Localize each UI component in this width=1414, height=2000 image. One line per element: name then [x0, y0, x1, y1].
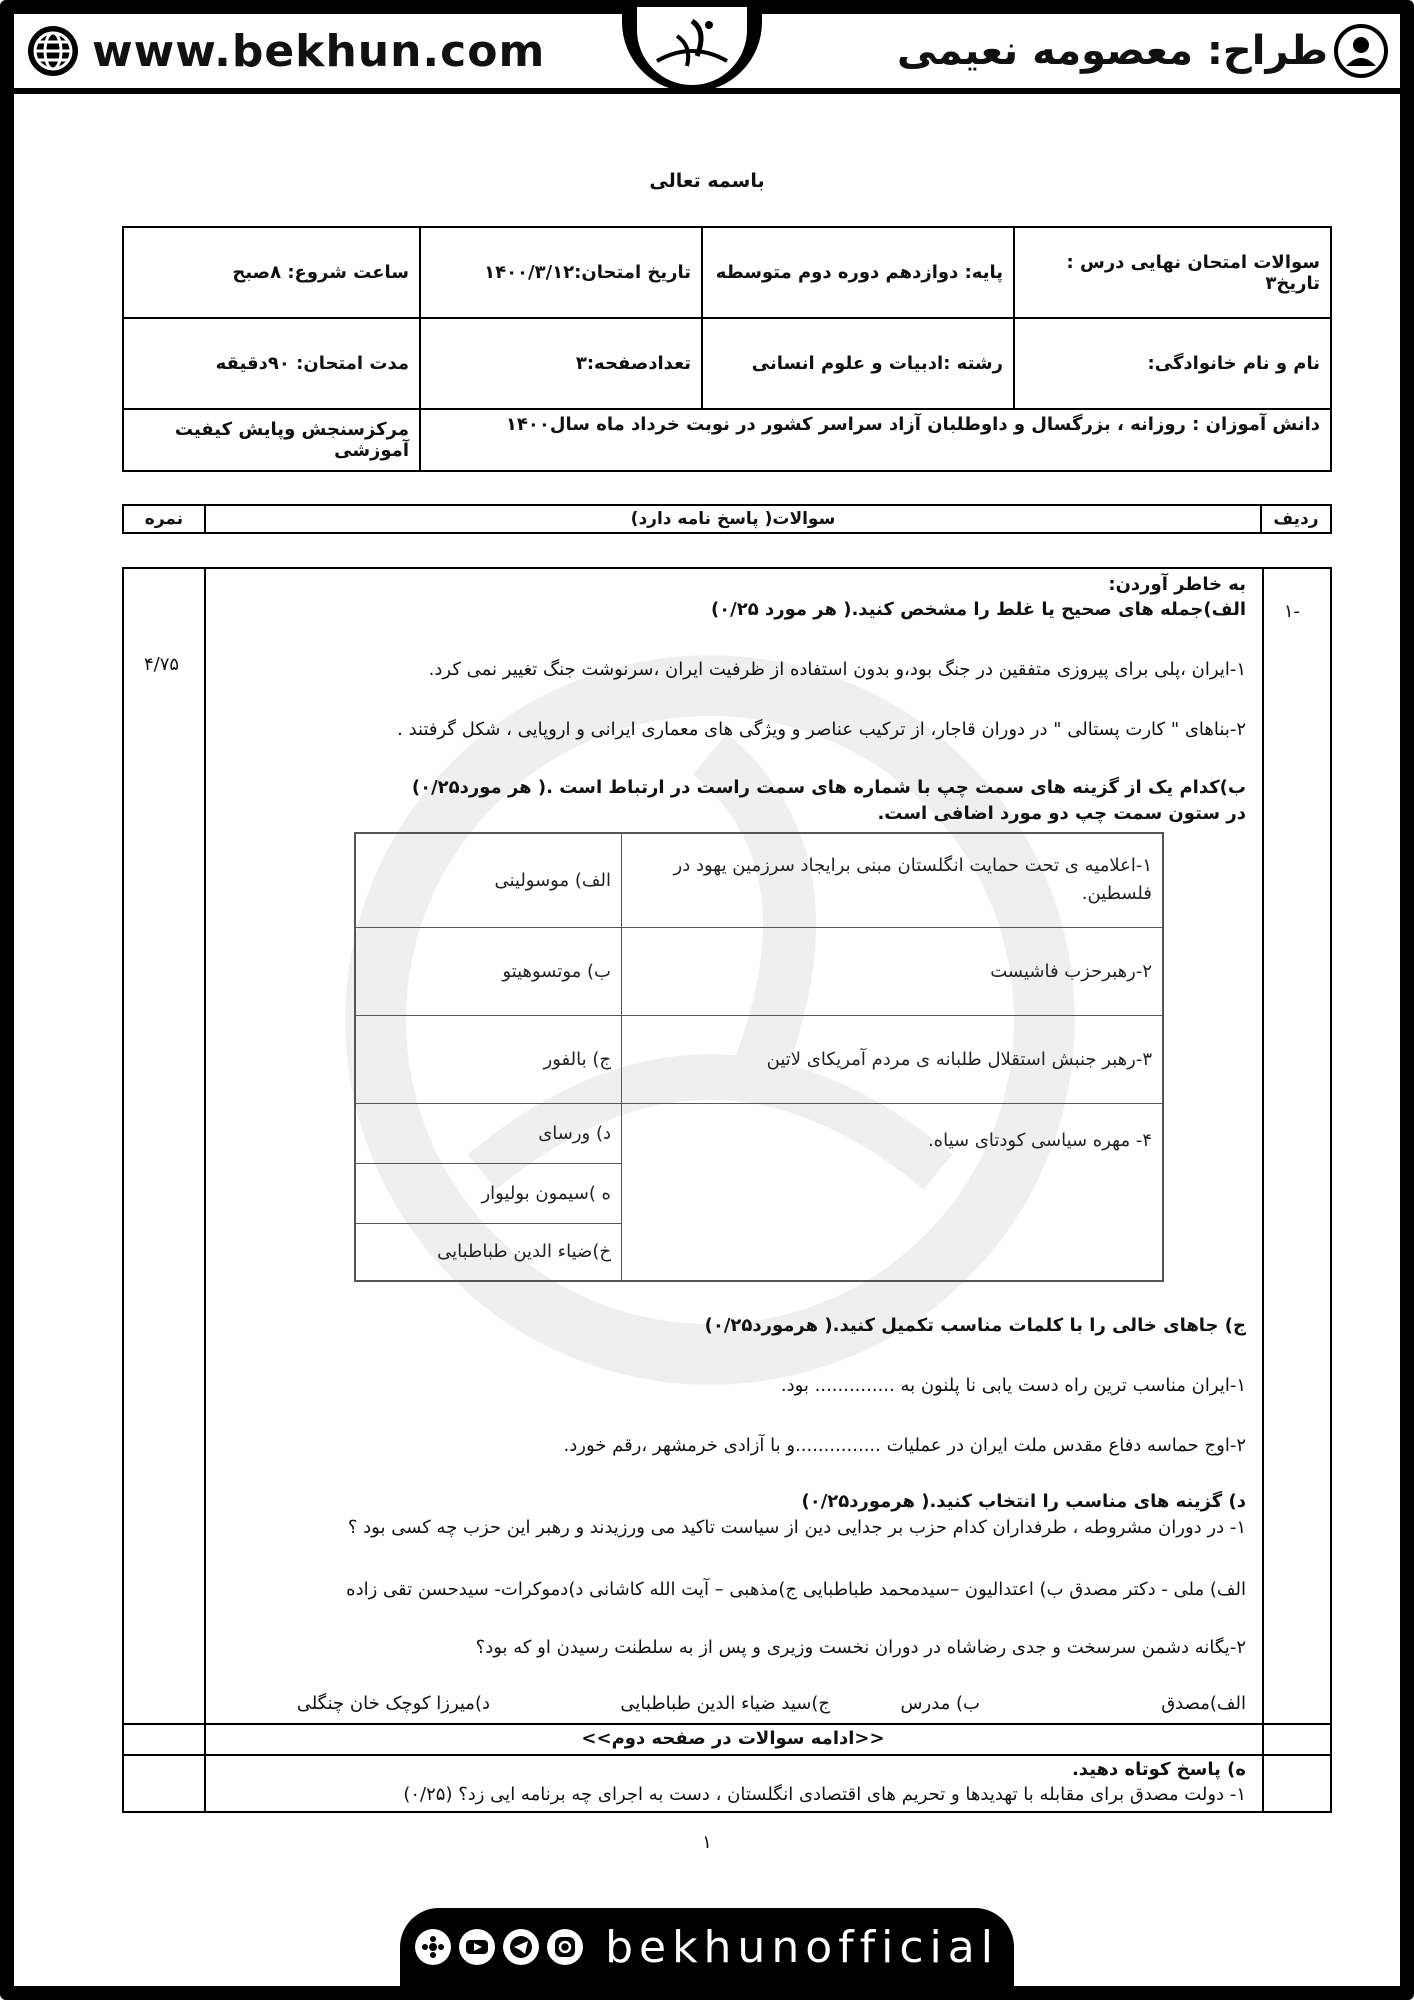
youtube-icon[interactable] [459, 1929, 495, 1965]
part-c-heading: ج) جاهای خالی را با کلمات مناسب تکمیل کنید.( هرمورد۰/۲۵) [704, 1315, 1246, 1336]
exam-pages: تعدادصفحه:۳ [420, 318, 702, 409]
designer-name: طراح: معصومه نعیمی [896, 28, 1328, 74]
match-left-item: ب) موتسوهیتو [355, 927, 622, 1015]
q1-score: ۴/۷۵ [144, 654, 180, 675]
exam-grade: پایه: دوازدهم دوره دوم متوسطه [702, 227, 1014, 318]
part-b-heading: ب)کدام یک از گزینه های سمت چپ با شماره های سمت راست در ارتباط است .( هر مورد۰/۲۵) [411, 777, 1246, 798]
match-left-item: الف) موسولینی [355, 833, 622, 927]
exam-duration: مدت امتحان: ۹۰دقیقه [123, 318, 420, 409]
part-d-question: ۲-یگانه دشمن سرسخت و جدی رضاشاه در دوران نخست وزیری و پس از به سلطنت رسیدن او که بود؟ [475, 1637, 1246, 1658]
continued-note: <<ادامه سوالات در صفحه دوم>> [581, 1728, 885, 1749]
match-right-item: ۳-رهبر جنبش استقلال طلبانه ی مردم آمریکای لاتین [622, 1015, 1164, 1103]
col-row: ردیف [1261, 505, 1331, 533]
part-a-heading: الف)جمله های صحیح یا غلط را مشخص کنید.( هر مورد ۰/۲۵) [710, 599, 1246, 620]
part-c-item: ۲-اوج حماسه دفاع مقدس ملت ایران در عملیات ...............و با آزادی خرمشهر ،رقم خورد. [563, 1435, 1246, 1456]
globe-icon [26, 24, 80, 78]
part-a-item: ۱-ایران ،پلی برای پیروزی متفقین در جنگ بود،و بدون استفاده از ظرفیت ایران ،سرنوشت جنگ تغییر نمی کرد. [428, 659, 1246, 680]
match-left-item: ج) بالفور [355, 1015, 622, 1103]
page-title: باسمه تعالی [649, 170, 765, 192]
site-url[interactable]: www.bekhun.com [92, 25, 546, 77]
social-handle[interactable]: bekhunofficial [605, 1921, 999, 1973]
part-b-note: در ستون سمت چپ دو مورد اضافی است. [877, 803, 1246, 824]
match-right-item: ۱-اعلامیه ی تحت حمایت انگلستان مبنی برایجاد سرزمین یهود در فلسطین. [622, 833, 1164, 927]
match-right-item: ۲-رهبرحزب فاشیست [622, 927, 1164, 1015]
telegram-icon[interactable] [503, 1929, 539, 1965]
match-left-item: د) ورسای [355, 1103, 622, 1163]
matching-table [354, 832, 1164, 1282]
exam-title: سوالات امتحان نهایی درس : تاریخ۳ [1014, 227, 1331, 318]
q1-title: به خاطر آوردن: [1108, 574, 1246, 595]
exam-start-time: ساعت شروع: ۸صبح [123, 227, 420, 318]
part-e-heading: ه) پاسخ کوتاه دهید. [1071, 1759, 1246, 1780]
part-e-question: ۱- دولت مصدق برای مقابله با تهدیدها و تحریم های اقتصادی انگلستان ، دست به اجرای چه برنامه ایی زد؟ (۰/۲۵) [403, 1784, 1246, 1805]
site-link[interactable] [26, 24, 545, 78]
part-d-heading: د) گزینه های مناسب را انتخاب کنید.( هرمورد۰/۲۵) [801, 1491, 1246, 1512]
student-name-field: نام و نام خانوادگی: [1014, 318, 1331, 409]
match-right-item: ۴- مهره سیاسی کودتای سیاه. [622, 1103, 1164, 1281]
user-icon [1334, 24, 1388, 78]
part-d-option: الف)مصدق [1161, 1693, 1246, 1714]
book-logo-icon [647, 11, 737, 81]
q1-number: -۱ [1283, 601, 1300, 622]
part-d-question: ۱- در دوران مشروطه ، طرفداران کدام حزب بر جدایی دین از سیاست تاکید می ورزیدند و رهبر این حزب چه کسی بود ؟ [347, 1517, 1246, 1538]
part-d-options: الف) ملی - دکتر مصدق ب) اعتدالیون –سیدمحمد طباطبایی ج)مذهبی – آیت الله کاشانی د)دموکرات- سیدحسن تقی زاده [346, 1579, 1246, 1600]
part-a-item: ۲-بناهای " کارت پستالی " در دوران قاجار، از ترکیب عناصر و ویژگی های معماری ایرانی و اروپایی ، شکل گرفتند . [397, 719, 1246, 740]
match-left-item: خ)ضیاء الدین طباطبایی [355, 1223, 622, 1281]
exam-students: دانش آموزان : روزانه ، بزرگسال و داوطلبان آزاد سراسر کشور در نوبت خرداد ماه سال۱۴۰۰ [420, 409, 1331, 471]
social-banner [400, 1908, 1014, 1986]
instagram-icon[interactable] [547, 1929, 583, 1965]
aparat-icon[interactable] [415, 1929, 451, 1965]
column-header [122, 504, 1332, 534]
part-d-option: ب) مدرس [900, 1693, 980, 1714]
designer-credit [897, 24, 1388, 78]
exam-field: رشته :ادبیات و علوم انسانی [702, 318, 1014, 409]
exam-date: تاریخ امتحان:۱۴۰۰/۳/۱۲ [420, 227, 702, 318]
part-c-item: ۱-ایران مناسب ترین راه دست یابی نا پلنون به .............. بود. [780, 1375, 1246, 1396]
part-d-option: د)میرزا کوچک خان چنگلی [296, 1693, 490, 1714]
col-questions: سوالات( پاسخ نامه دارد) [205, 505, 1261, 533]
col-score: نمره [123, 505, 205, 533]
exam-center: مرکزسنجش وپایش کیفیت آموزشی [123, 409, 420, 471]
page-number: ۱ [702, 1832, 712, 1853]
part-d-option: ج)سید ضیاء الدین طباطبایی [620, 1693, 830, 1714]
exam-header-table [122, 226, 1332, 472]
match-left-item: ه )سیمون بولیوار [355, 1163, 622, 1223]
questions-box [122, 567, 1332, 1813]
